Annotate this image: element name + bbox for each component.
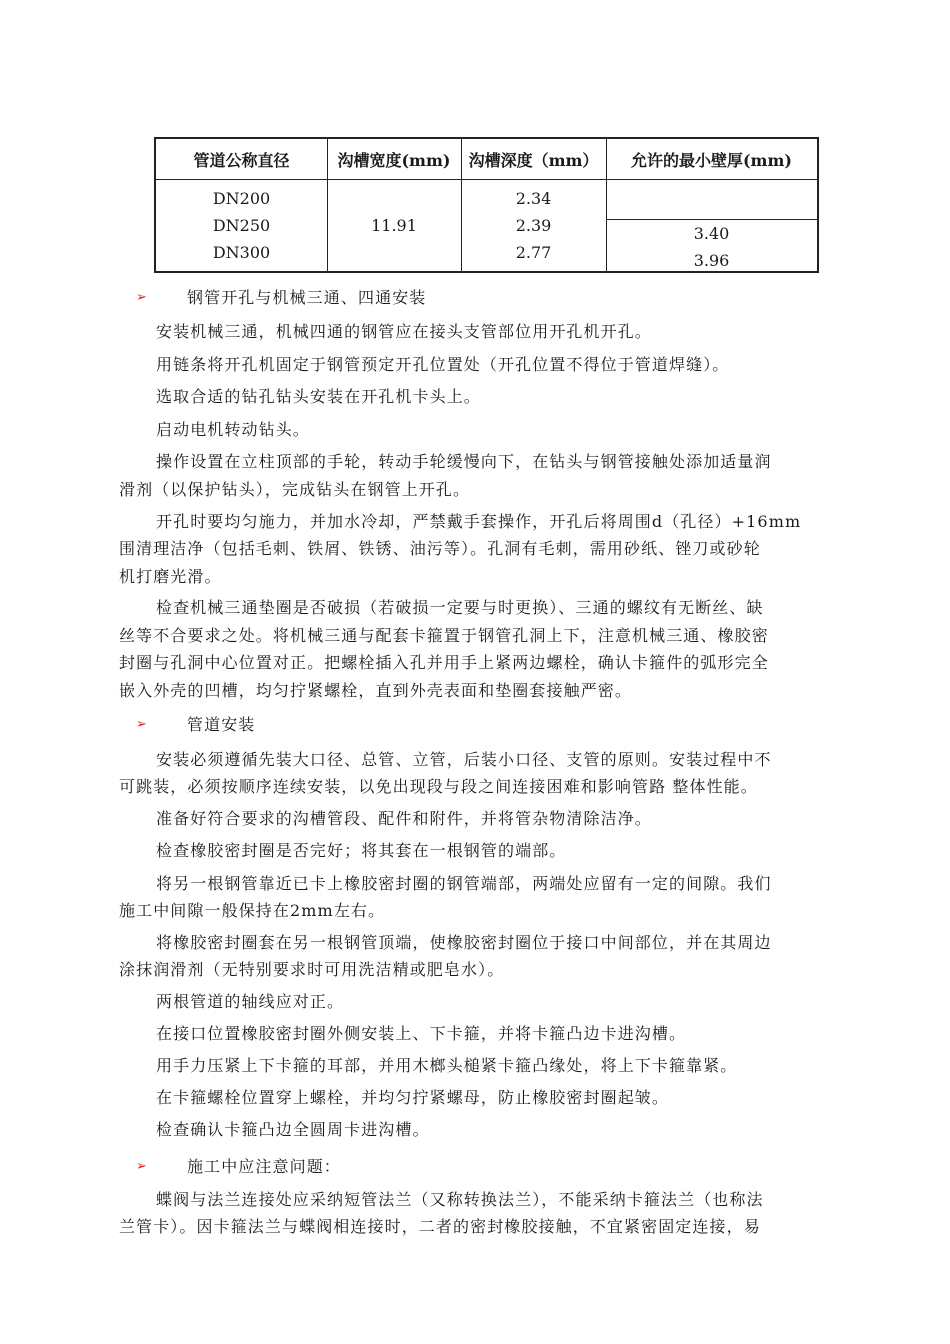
paragraph-line: 选取合适的钻孔钻头安装在开孔机卡头上。 — [156, 387, 481, 406]
depth-column — [461, 185, 606, 266]
paragraph-line: 在卡箍螺栓位置穿上螺栓，并均匀拧紧螺母，防止橡胶密封圈起皱。 — [156, 1088, 670, 1107]
paragraph-line: 蝶阀与法兰连接处应采纳短管法兰（又称转换法兰），不能采纳卡箍法兰（也称法 — [156, 1190, 764, 1209]
paragraph-line: 安装机械三通，机械四通的钢管应在接头支管部位用开孔机开孔。 — [156, 322, 652, 341]
header-groove-depth: 沟槽深度（mm） — [468, 150, 599, 170]
table-cell: 2.39 — [515, 216, 552, 235]
paragraph-line: 将橡胶密封圈套在另一根钢管顶端，使橡胶密封圈位于接口中间部位，并在其周边 — [156, 933, 772, 952]
paragraph-line: 用链条将开孔机固定于钢管预定开孔位置处（开孔位置不得位于管道焊缝）。 — [156, 355, 730, 374]
paragraph-line: 滑剂（以保护钻头），完成钻头在钢管上开孔。 — [119, 480, 471, 499]
table-cell: 2.77 — [515, 243, 552, 262]
section-heading: 钢管开孔与机械三通、四通安装 — [187, 288, 427, 307]
paragraph-line: 检查机械三通垫圈是否破损（若破损一定要与时更换）、三通的螺纹有无断丝、缺 — [156, 598, 764, 617]
paragraph-line: 将另一根钢管靠近已卡上橡胶密封圈的钢管端部，两端处应留有一定的间隙。我们 — [156, 874, 772, 893]
header-groove-width: 沟槽宽度(mm) — [337, 150, 451, 170]
paragraph-line: 用手力压紧上下卡箍的耳部，并用木榔头槌紧卡箍凸缘处，将上下卡箍靠紧。 — [156, 1056, 738, 1075]
bullet-arrow-icon: ➢ — [136, 717, 147, 732]
table-cell: 3.96 — [693, 251, 730, 270]
table-cell: DN200 — [212, 189, 271, 208]
header-nominal-diameter: 管道公称直径 — [193, 150, 290, 170]
paragraph-line: 操作设置在立柱顶部的手轮，转动手轮缓慢向下，在钻头与钢管接触处添加适量润 — [156, 452, 772, 471]
diameter-column — [156, 185, 327, 266]
paragraph-line: 机打磨光滑。 — [119, 567, 222, 586]
paragraph-line: 嵌入外壳的凹槽，均匀拧紧螺栓，直到外壳表面和垫圈套接触严密。 — [119, 681, 633, 700]
paragraph-line: 施工中间隙一般保持在2mm左右。 — [119, 901, 386, 920]
bullet-arrow-icon: ➢ — [136, 290, 147, 305]
paragraph-line: 封圈与孔洞中心位置对正。把螺栓插入孔并用手上紧两边螺栓，确认卡箍件的弧形完全 — [119, 653, 769, 672]
paragraph-line: 兰管卡）。因卡箍法兰与蝶阀相连接时，二者的密封橡胶接触，不宜紧密固定连接，易 — [119, 1217, 761, 1236]
paragraph-line: 在接口位置橡胶密封圈外侧安装上、下卡箍，并将卡箍凸边卡进沟槽。 — [156, 1024, 687, 1043]
paragraph-line: 开孔时要均匀施力，并加水冷却，严禁戴手套操作，开孔后将周围d（孔径）+16mm — [156, 512, 802, 531]
paragraph-line: 安装必须遵循先装大口径、总管、立管，后装小口径、支管的原则。安装过程中不 — [156, 750, 772, 769]
table-cell: DN250 — [212, 216, 271, 235]
bullet-arrow-icon: ➢ — [136, 1159, 147, 1174]
paragraph-line: 两根管道的轴线应对正。 — [156, 992, 345, 1011]
paragraph-line: 丝等不合要求之处。将机械三通与配套卡箍置于钢管孔洞上下，注意机械三通、橡胶密 — [119, 626, 769, 645]
paragraph-line: 准备好符合要求的沟槽管段、配件和附件，并将管杂物清除洁净。 — [156, 809, 652, 828]
paragraph-line: 检查橡胶密封圈是否完好；将其套在一根钢管的端部。 — [156, 841, 567, 860]
paragraph-line: 涂抹润滑剂（无特别要求时可用洗洁精或肥皂水）。 — [119, 960, 505, 979]
section-heading: 管道安装 — [187, 715, 256, 734]
section-heading: 施工中应注意问题： — [187, 1157, 341, 1176]
paragraph-line: 启动电机转动钻头。 — [156, 420, 310, 439]
paragraph-line: 围清理洁净（包括毛刺、铁屑、铁锈、油污等）。孔洞有毛刺，需用砂纸、锉刀或砂轮 — [119, 539, 761, 558]
table-cell: 3.40 — [693, 224, 730, 243]
table-cell: 11.91 — [371, 216, 417, 235]
groove-spec-table — [154, 137, 819, 273]
table-cell: DN300 — [212, 243, 271, 262]
table-cell: 2.34 — [515, 189, 552, 208]
paragraph-line: 检查确认卡箍凸边全圆周卡进沟槽。 — [156, 1120, 430, 1139]
min-wall-column — [606, 220, 817, 274]
paragraph-line: 可跳装，必须按顺序连续安装，以免出现段与段之间连接困难和影响管路 整体性能。 — [119, 777, 758, 796]
width-column — [327, 212, 461, 239]
header-min-wall-thickness: 允许的最小壁厚(mm) — [630, 150, 792, 170]
